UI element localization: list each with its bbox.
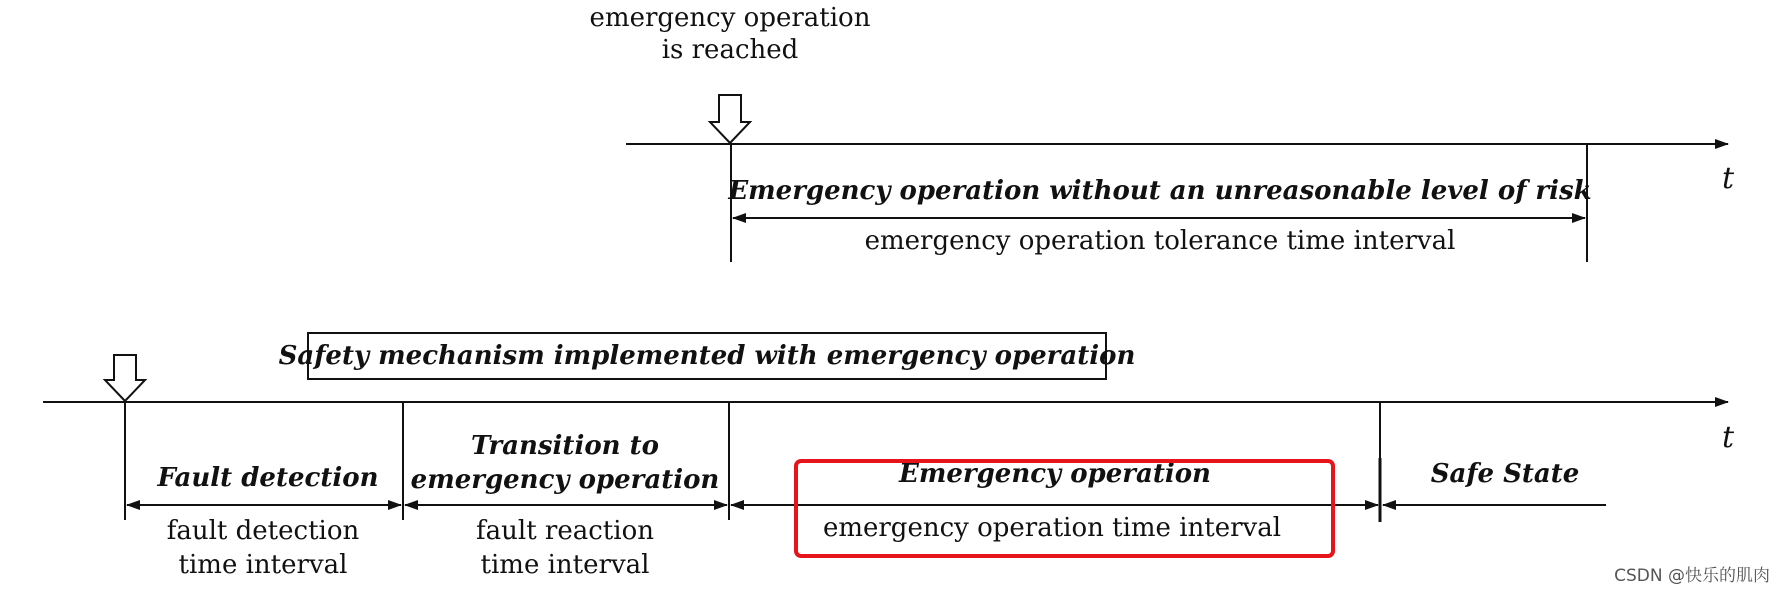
fault-detection-label-line-2: time interval (178, 550, 348, 580)
event-label-line-1: emergency operation (589, 3, 871, 33)
emergency-operation-title: Emergency operation (899, 459, 1211, 489)
transition-label-line-2: time interval (480, 550, 650, 580)
bottom-axis-label: t (1722, 420, 1735, 455)
safe-state-title: Safe State (1430, 459, 1580, 489)
safety-mechanism-label: Safety mechanism implemented with emergency operation (278, 341, 1136, 371)
fault-detection-label-line-1: fault detection (166, 516, 360, 546)
top-axis-label: t (1722, 161, 1735, 196)
transition-title-line-1: Transition to (471, 431, 659, 461)
transition-title-line-2: emergency operation (410, 465, 720, 495)
fault-detection-title: Fault detection (157, 463, 379, 493)
event-label-line-2: is reached (661, 35, 799, 65)
transition-label-line-1: fault reaction (476, 516, 654, 546)
top-span-label: emergency operation tolerance time interval (864, 226, 1456, 256)
fault-arrow-icon (105, 355, 145, 401)
top-span-title: Emergency operation without an unreasonable level of risk (728, 176, 1592, 206)
event-arrow-icon (710, 95, 750, 143)
watermark: CSDN @快乐的肌肉 (1614, 566, 1770, 586)
emergency-operation-label: emergency operation time interval (822, 513, 1282, 543)
